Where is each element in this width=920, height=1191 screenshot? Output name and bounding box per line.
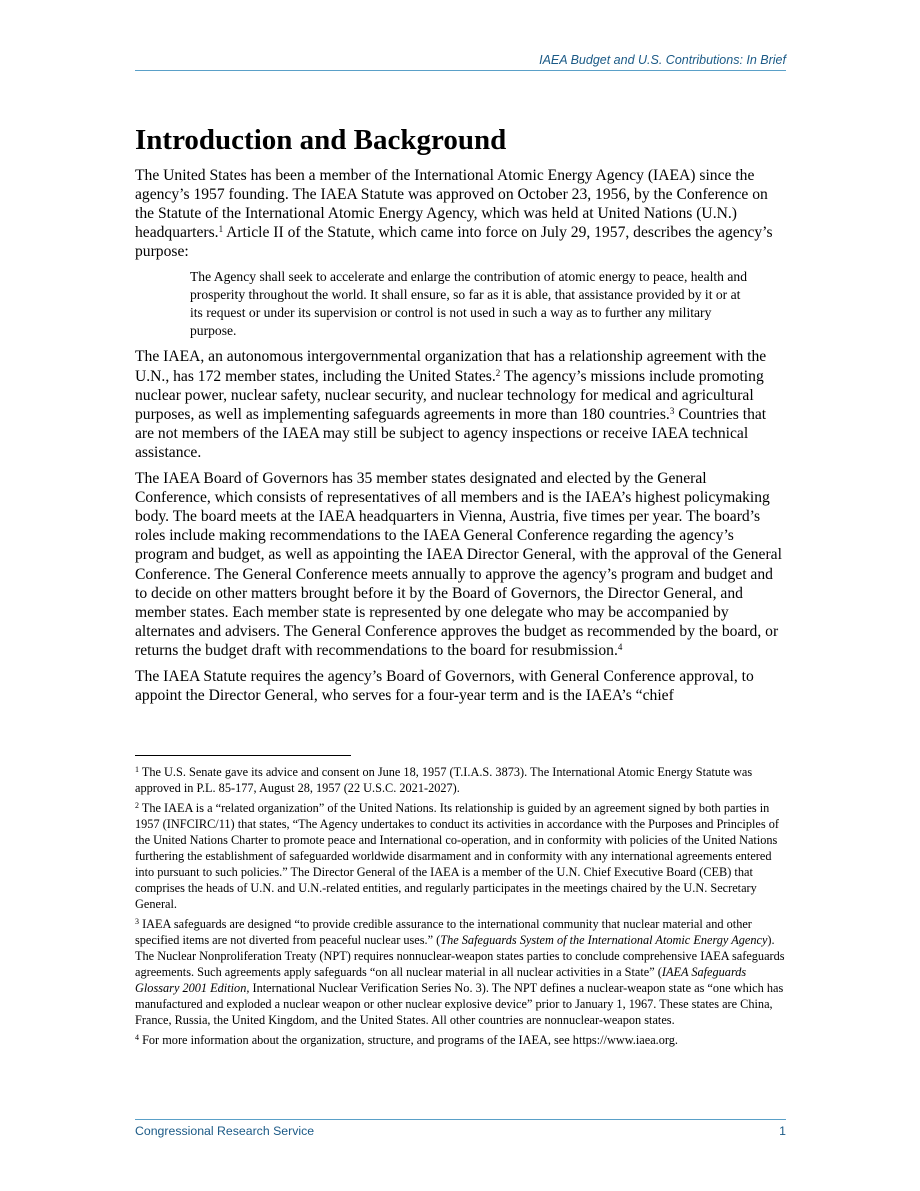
paragraph-text: Article II of the Statute, which came into force on July 29, 1957, describes the agency’s purpose: bbox=[135, 224, 773, 261]
footnote-ref-2[interactable]: 2 bbox=[495, 367, 501, 378]
footnotes bbox=[135, 764, 786, 1052]
main-content bbox=[135, 123, 786, 712]
footnote-4 bbox=[135, 1032, 786, 1048]
footnote-divider bbox=[135, 755, 351, 756]
section-title: Introduction and Background bbox=[135, 124, 507, 156]
footnote-text: For more information about the organization, structure, and programs of the IAEA, see https://www.iaea.org. bbox=[139, 1033, 678, 1047]
footnote-text: The IAEA is a “related organization” of the United Nations. Its relationship is guided by an agreement signed by both parties in 1957 (INFCIRC/11) that states, “The Agency undertakes to conduct its activities in accordance with the Purposes and Principles of the United Nations Charter to promote peace and International co-operation, and in conformity with policies of the United Nations furthering the establishment of safeguarded worldwide disarmament and in conformity with any international agreements entered into pursuant to such policies.” The Director General of the IAEA is a member of the U.N. Chief Executive Board (CEB) that comprises the heads of U.N. and U.N.-related entities, and regularly participates in the meetings chaired by the U.N. Secretary General. bbox=[135, 801, 779, 911]
paragraph-1 bbox=[135, 166, 786, 261]
cited-title: IAEA Safeguards Glossary 2001 Edition, bbox=[135, 965, 747, 995]
footnote-2 bbox=[135, 800, 786, 912]
footnote-number: 1 bbox=[135, 765, 139, 774]
paragraph-text: The IAEA, an autonomous intergovernmental organization that has a relationship agreement with the U.N., has 172 member states, including the United States. bbox=[135, 348, 767, 385]
paragraph-2 bbox=[135, 347, 786, 462]
footnote-number: 2 bbox=[135, 801, 139, 810]
page-number: 1 bbox=[779, 1124, 786, 1138]
running-header: IAEA Budget and U.S. Contributions: In Brief bbox=[135, 53, 786, 71]
statute-quote: The Agency shall seek to accelerate and enlarge the contribution of atomic energy to peace, health and prosperity throughout the world. It shall ensure, so far as it is able, that assistance provided by it or at its request or under its supervision or control is not used in such a way as to further any military purpose. bbox=[190, 269, 747, 339]
footnote-text: ). The Nuclear Nonproliferation Treaty (NPT) requires nonnuclear-weapon states parties to conclude comprehensive IAEA safeguards agreements. Such agreements apply safeguards “on all nuclear material in all nuclear activities in a State” ( bbox=[135, 933, 785, 979]
footnote-3 bbox=[135, 916, 786, 1028]
footnote-text: International Nuclear Verification Series No. 3). The NPT defines a nuclear-weapon state as “one which has manufactured and exploded a nuclear weapon or other nuclear explosive device” prior to January 1, 1967. These states are China, France, Russia, the United Kingdom, and the United States. All other countries are nonnuclear-weapon states. bbox=[135, 981, 784, 1027]
page-footer bbox=[135, 1119, 786, 1138]
footnote-ref-3[interactable]: 3 bbox=[669, 405, 675, 416]
paragraph-text: The agency’s missions include promoting nuclear power, nuclear safety, nuclear security, and nuclear technology for medical and agricultural purposes, as well as implementing safeguards agreements in more than 180 countries. bbox=[135, 367, 764, 423]
footer-org: Congressional Research Service bbox=[135, 1124, 315, 1138]
paragraph-3 bbox=[135, 469, 786, 660]
footnote-number: 3 bbox=[135, 917, 139, 926]
footnote-text: The U.S. Senate gave its advice and consent on June 18, 1957 (T.I.A.S. 3873). The International Atomic Energy Statute was approved in P.L. 85-177, August 28, 1957 (22 U.S.C. 2021-2027). bbox=[135, 765, 753, 795]
paragraph-4: The IAEA Statute requires the agency’s Board of Governors, with General Conference approval, to appoint the Director General, who serves for a four-year term and is the IAEA’s “chief bbox=[135, 667, 754, 705]
cited-title: The Safeguards System of the International Atomic Energy Agency bbox=[440, 933, 768, 947]
footnote-text: IAEA safeguards are designed “to provide credible assurance to the international community that nuclear material and other specified items are not diverted from peaceful nuclear uses.” ( bbox=[135, 917, 752, 947]
paragraph-text: The United States has been a member of the International Atomic Energy Agency (IAEA) since the agency’s 1957 founding. The IAEA Statute was approved on October 23, 1956, by the Conference on the Statute of the International Atomic Energy Agency, which was held at United Nations (U.N.) headquarters. bbox=[135, 167, 768, 242]
footnote-number: 4 bbox=[135, 1033, 139, 1042]
paragraph-text: Countries that are not members of the IAEA may still be subject to agency inspections or receive IAEA technical assistance. bbox=[135, 405, 767, 461]
paragraph-text: The IAEA Board of Governors has 35 member states designated and elected by the General Conference, which consists of representatives of all members and is the IAEA’s highest policymaking body. The board meets at the IAEA headquarters in Vienna, Austria, five times per year. The board’s roles include making recommendations to the IAEA General Conference regarding the agency’s program and budget, as well as appointing the IAEA Director General, with the approval of the General Conference. The General Conference meets annually to approve the agency’s program and budget and to decide on other matters brought before it by the Board of Governors, the Director General, and member states. Each member state is represented by one delegate who may be accompanied by alternates and advisers. The General Conference approves the budget as recommended by the board, or returns the budget draft with recommendations to the board for resubmission. bbox=[135, 470, 782, 659]
footnote-1 bbox=[135, 764, 786, 796]
footnote-ref-1[interactable]: 1 bbox=[218, 224, 224, 235]
footnote-ref-4[interactable]: 4 bbox=[617, 641, 623, 652]
